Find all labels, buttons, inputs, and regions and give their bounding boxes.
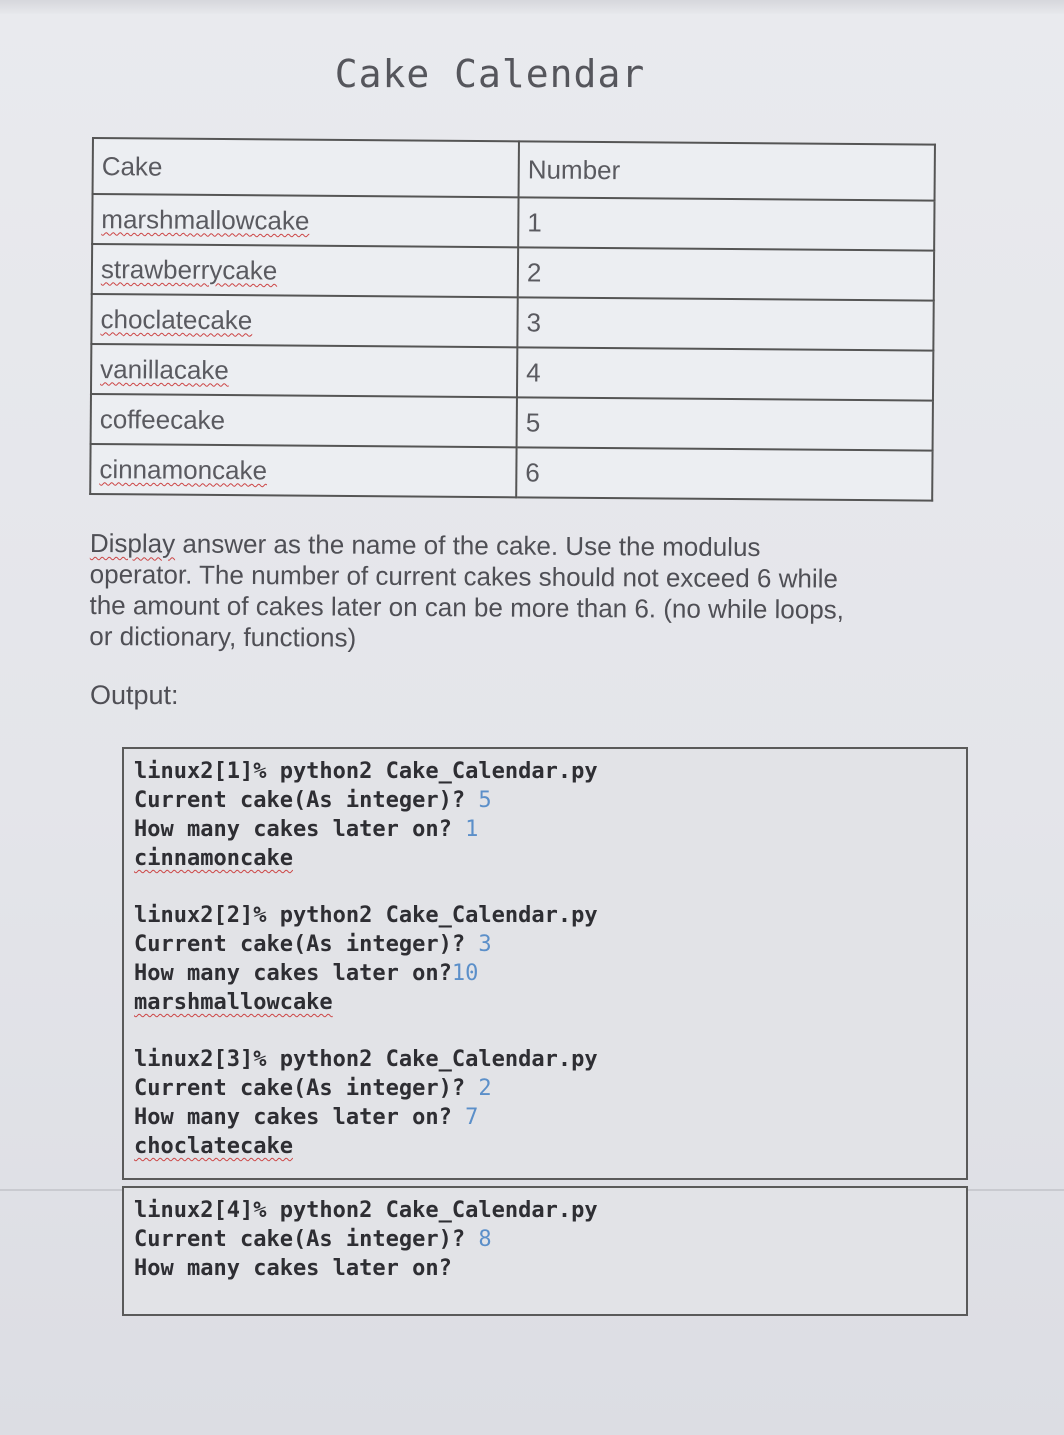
- command-line: linux2[2]% python2 Cake_Calendar.py: [134, 903, 598, 928]
- run-block: [134, 901, 956, 1017]
- current-cake-value: 3: [478, 932, 492, 957]
- instructions-text: [89, 528, 940, 657]
- cake-name: marshmallowcake: [101, 203, 310, 236]
- cake-number: 2: [518, 247, 934, 300]
- terminal-output-box: [122, 1186, 968, 1316]
- table-header-row: [93, 138, 935, 201]
- run-block: [134, 1045, 956, 1161]
- cake-number: 1: [518, 197, 934, 250]
- cake-name: coffeecake: [99, 403, 226, 435]
- current-cake-prompt: Current cake(As integer)?: [134, 1076, 479, 1101]
- cake-number: 6: [516, 447, 932, 500]
- cake-number: 3: [517, 297, 933, 350]
- current-cake-prompt: Current cake(As integer)?: [134, 932, 479, 957]
- table-row: [92, 194, 934, 251]
- current-cake-prompt: Current cake(As integer)?: [134, 788, 479, 813]
- table-row: [91, 294, 933, 351]
- instructions-underlined-word: Display: [89, 528, 176, 559]
- table-row: [90, 444, 932, 501]
- header-cake: Cake: [93, 138, 519, 197]
- terminal-output-box: [122, 747, 968, 1180]
- later-cakes-prompt: How many cakes later on?: [134, 1256, 452, 1281]
- current-cake-value: 8: [478, 1227, 492, 1252]
- later-cakes-prompt: How many cakes later on?: [134, 961, 452, 986]
- cake-number: 4: [517, 347, 933, 400]
- later-cakes-value: 7: [465, 1105, 479, 1130]
- command-line: linux2[1]% python2 Cake_Calendar.py: [134, 759, 598, 784]
- later-cakes-value: 10: [451, 961, 479, 986]
- current-cake-prompt: Current cake(As integer)?: [134, 1227, 479, 1252]
- command-line: linux2[3]% python2 Cake_Calendar.py: [134, 1047, 598, 1072]
- instructions-line: the amount of cakes later on can be more than 6. (no while loops,: [89, 589, 845, 625]
- later-cakes-prompt: How many cakes later on?: [134, 1105, 466, 1130]
- cake-number: 5: [517, 397, 933, 450]
- later-cakes-value: 1: [465, 817, 479, 842]
- instructions-line: answer as the name of the cake. Use the modulus: [175, 528, 761, 563]
- output-label: Output:: [90, 680, 179, 710]
- current-cake-value: 5: [478, 788, 492, 813]
- table-row: [92, 244, 934, 301]
- current-cake-value: 2: [478, 1076, 492, 1101]
- cake-name: strawberrycake: [100, 253, 278, 285]
- cake-name: cinnamoncake: [99, 453, 268, 485]
- command-line: linux2[4]% python2 Cake_Calendar.py: [134, 1198, 598, 1223]
- cake-name: vanillacake: [100, 353, 229, 385]
- table-row: [91, 344, 933, 401]
- later-cakes-prompt: How many cakes later on?: [134, 817, 466, 842]
- cake-table: [89, 137, 936, 502]
- result-cake: marshmallowcake: [134, 990, 333, 1015]
- header-number: Number: [519, 141, 935, 200]
- top-edge: [0, 0, 1064, 14]
- run-block: [134, 757, 956, 873]
- run-block: [134, 1196, 956, 1283]
- result-cake: choclatecake: [134, 1134, 293, 1159]
- result-cake: cinnamoncake: [134, 846, 293, 871]
- cake-name: choclatecake: [100, 303, 253, 335]
- page-title: Cake Calendar: [334, 52, 646, 96]
- instructions-line: or dictionary, functions): [89, 620, 357, 653]
- instructions-line: operator. The number of current cakes should not exceed 6 while: [89, 558, 838, 594]
- table-row: [91, 394, 933, 451]
